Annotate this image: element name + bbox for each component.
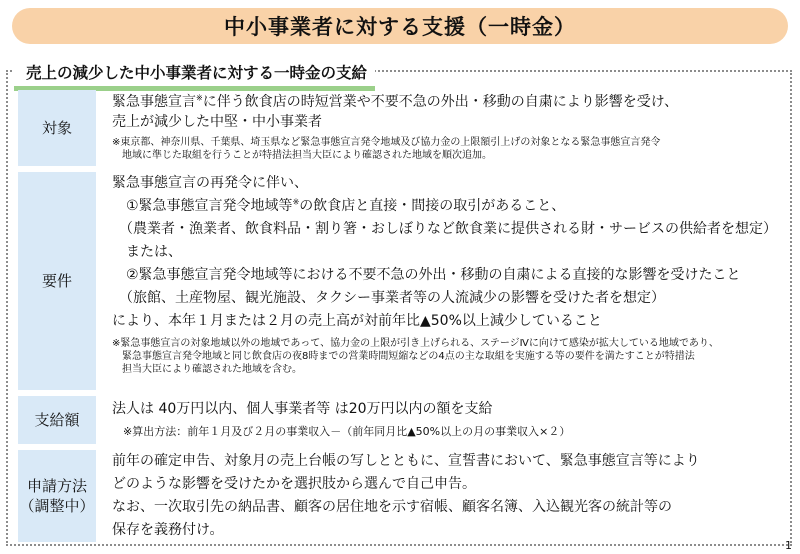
page-title: 中小事業者に対する支援（一時金） <box>12 8 788 44</box>
section-target <box>18 90 778 166</box>
label-requirements-text: 要件 <box>41 272 72 290</box>
req-line-5: ②緊急事態宣言発令地域等における不要不急の外出・移動の自粛による直接的な影響を受けたこと <box>112 267 741 283</box>
content-application <box>112 450 778 542</box>
label-amount-text: 支給額 <box>34 411 80 429</box>
content-target <box>112 90 778 162</box>
section-requirements <box>18 172 778 390</box>
footnote-mark: ※ <box>196 93 203 103</box>
label-application <box>18 450 96 542</box>
section-application <box>18 450 778 542</box>
req-note-1: ※緊急事態宣言の対象地域以外の地域であって、協力金の上限が引き上げられる、ステージⅣに向けて感染が拡大している地域であり、 <box>112 338 719 349</box>
page-number: 1 <box>785 539 792 552</box>
footnote-mark: ※ <box>292 197 300 207</box>
target-note-2: 地域に準じた取組を行うことが特措法担当大臣により確認された地域を順次追加。 <box>112 150 492 161</box>
target-note-1: ※東京都、神奈川県、千葉県、埼玉県など緊急事態宣言発令地域及び協力金の上限額引上げの対象となる緊急事態宣言発令 <box>112 137 661 148</box>
app-line-2: どのような影響を受けたかを選択肢から選んで自己申告。 <box>112 476 476 492</box>
content-requirements <box>112 172 778 376</box>
req-note-3: 担当大臣により確認された地域を含む。 <box>112 364 302 375</box>
label-application-text: 申請方法 <box>26 477 87 495</box>
app-line-1: 前年の確定申告、対象月の売上台帳の写しとともに、宣誓書において、緊急事態宣言等により <box>112 453 700 469</box>
req-line-4: または、 <box>112 244 182 260</box>
label-target-text: 対象 <box>41 119 72 137</box>
amount-line: 法人は 40万円以内、個人事業者等 は20万円以内の額を支給 <box>112 401 493 417</box>
app-line-3: なお、一次取引先の納品書、顧客の居住地を示す宿帳、顧客名簿、入込観光客の統計等の <box>112 499 672 515</box>
target-line-2: 売上が減少した中堅・中小事業者 <box>112 114 322 130</box>
label-amount <box>18 396 96 444</box>
section-heading: 売上の減少した中小事業者に対する一時金の支給 <box>14 62 375 91</box>
req-line-7: により、本年１月または２月の売上高が対前年比▲50%以上減少していること <box>112 313 602 329</box>
section-amount <box>18 396 778 444</box>
req-line-6: （旅館、土産物屋、観光施設、タクシー事業者等の人流減少の影響を受けた者を想定） <box>112 290 665 306</box>
req-line-2: ①緊急事態宣言発令地域等※の飲食店と直接・間接の取引があること、 <box>112 197 566 214</box>
label-requirements <box>18 172 96 390</box>
label-target <box>18 90 96 166</box>
target-line-1: 緊急事態宣言※に伴う飲食店の時短営業や不要不急の外出・移動の自粛により影響を受け、 <box>112 93 679 110</box>
label-application-subtext: （調整中） <box>19 497 95 515</box>
req-note-2: 緊急事態宣言発令地域と同じ飲食店の夜8時までの営業時間短縮などの4点の主な取組を実施する等の要件を満たすことが特措法 <box>112 351 695 362</box>
req-line-3: （農業者・漁業者、飲食料品・割り箸・おしぼりなど飲食業に提供される財・サービスの供給者を想定） <box>112 221 777 237</box>
app-line-4: 保存を義務付け。 <box>112 522 224 538</box>
amount-calc: ※算出方法：前年１月及び２月の事業収入－（前年同月比▲50%以上の月の事業収入×２） <box>112 425 571 438</box>
req-line-1: 緊急事態宣言の再発令に伴い、 <box>112 175 308 191</box>
content-amount <box>112 396 778 440</box>
